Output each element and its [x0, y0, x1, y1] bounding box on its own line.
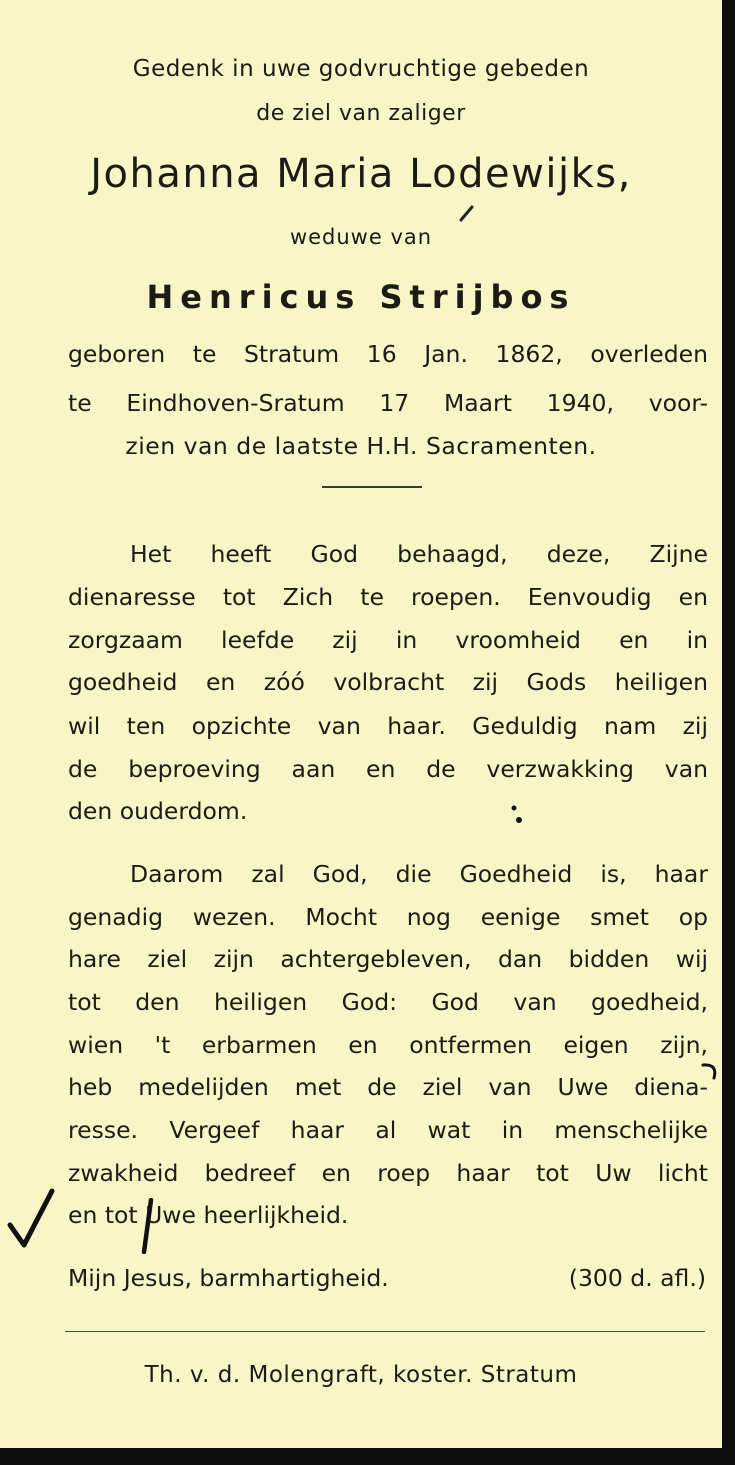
indulgence-note: (300 d. afl.) — [568, 1264, 706, 1292]
deceased-name: Johanna Maria Lodewijks, — [90, 151, 632, 197]
paragraph1-line-1: Het heeft God behaagd, deze, Zijne — [130, 540, 708, 568]
checkmark-icon — [6, 1185, 58, 1255]
paragraph2-line-8: zwakheid bedreef en roep haar tot Uw licht — [68, 1159, 708, 1187]
spouse-name: Henricus Strijbos — [146, 278, 576, 316]
paragraph2-line-1: Daarom zal God, die Goedheid is, haar — [130, 860, 708, 888]
paragraph1-line-7: den ouderdom. — [68, 797, 248, 825]
paragraph2-line-4: tot den heiligen God: God van goedheid, — [68, 988, 708, 1016]
paragraph2-line-7: resse. Vergeef haar al wat in menschelijke — [68, 1116, 708, 1144]
paragraph2-line-2: genadig wezen. Mocht nog eenige smet op — [68, 903, 708, 931]
paragraph1-line-4: goedheid en zóó volbracht zij Gods heiligen — [68, 668, 708, 696]
section-divider — [322, 486, 422, 488]
intro-line-2: de ziel van zaliger — [256, 101, 466, 126]
paragraph2-line-3: hare ziel zijn achtergebleven, dan bidden wij — [68, 945, 708, 973]
paragraph2-line-6: heb medelijden met de ziel van Uwe diena- — [68, 1073, 708, 1101]
widow-of-label: weduwe van — [289, 225, 433, 249]
printer-credit: Th. v. d. Molengraft, koster. Stratum — [144, 1362, 578, 1388]
paragraph1-line-2: dienaresse tot Zich te roepen. Eenvoudig en — [68, 583, 708, 611]
life-dates-line-1: geboren te Stratum 16 Jan. 1862, overleden — [68, 340, 708, 368]
footer-divider — [65, 1331, 705, 1332]
intro-line-1: Gedenk in uwe godvruchtige gebeden — [132, 56, 590, 82]
paragraph1-line-5: wil ten opzichte van haar. Geduldig nam zij — [68, 712, 708, 740]
paragraph2-line-5: wien 't erbarmen en ontfermen eigen zijn, — [68, 1031, 708, 1059]
pen-hook-icon — [700, 1060, 722, 1082]
ink-dot-icon — [506, 800, 526, 826]
life-dates-line-2: te Eindhoven-Sratum 17 Maart 1940, voor- — [68, 389, 708, 417]
prayer-text: Mijn Jesus, barmhartigheid. — [68, 1264, 389, 1292]
paragraph1-line-6: de beproeving aan en de verzwakking van — [68, 755, 708, 783]
life-dates-line-3: zien van de laatste H.H. Sacramenten. — [125, 432, 597, 460]
accent-mark-icon — [456, 204, 476, 224]
paragraph1-line-3: zorgzaam leefde zij in vroomheid en in — [68, 626, 708, 654]
pen-stroke-icon — [138, 1198, 158, 1254]
paragraph2-line-9: en tot Uwe heerlijkheid. — [68, 1201, 349, 1229]
